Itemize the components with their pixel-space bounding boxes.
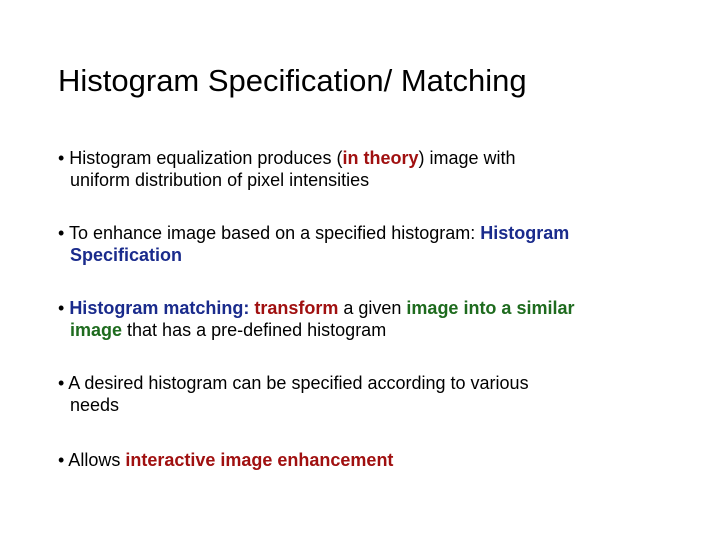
bullet-line	[58, 147, 678, 169]
bullet-line	[58, 319, 678, 341]
bullet-line	[58, 449, 678, 471]
bullet-line: • A desired histogram can be specified according to various	[58, 373, 529, 393]
text-segment: • To enhance image based on a specified histogram:	[58, 223, 481, 243]
bullet-interactive-enhancement	[58, 449, 678, 471]
highlight-image-into-similar: image into a similar	[406, 298, 575, 318]
slide-title: Histogram Specification/ Matching	[58, 63, 527, 98]
text-segment: ) image with	[418, 148, 516, 168]
bullet-histogram-matching	[58, 297, 678, 341]
bullet-specified-histogram	[58, 222, 678, 266]
bullet-line: needs	[70, 395, 120, 415]
text-segment: • Histogram equalization produces (	[58, 148, 343, 168]
bullet-line: uniform distribution of pixel intensities	[70, 170, 370, 190]
text-segment: •	[58, 298, 70, 318]
bullet-line	[58, 222, 678, 244]
bullet-line	[58, 297, 678, 319]
highlight-transform: transform	[254, 298, 339, 318]
bullet-histogram-equalization	[58, 147, 678, 191]
text-segment: • Allows	[58, 450, 126, 470]
highlight-histogram-matching: Histogram matching:	[69, 298, 250, 318]
text-segment: that has a pre-defined histogram	[122, 320, 387, 340]
highlight-interactive-image-enhancement: interactive image enhancement	[125, 450, 394, 470]
highlight-in-theory: in theory	[342, 148, 419, 168]
highlight-histogram: Histogram	[480, 223, 570, 243]
text-segment: a given	[338, 298, 407, 318]
highlight-specification: Specification	[70, 245, 183, 265]
bullet-desired-histogram	[58, 372, 678, 416]
highlight-image: image	[70, 320, 123, 340]
